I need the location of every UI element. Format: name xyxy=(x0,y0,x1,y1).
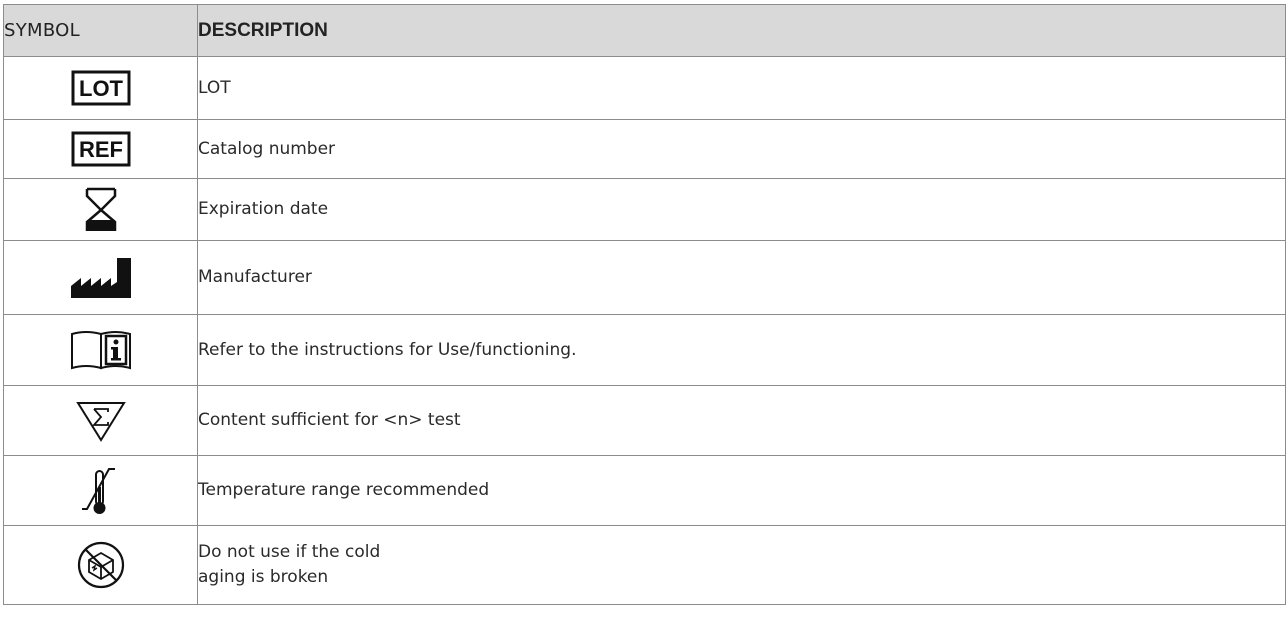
sigma-triangle-icon xyxy=(75,400,127,442)
description-cell: Temperature range recommended xyxy=(198,456,1286,526)
factory-icon xyxy=(69,256,133,300)
table-row xyxy=(4,526,1286,605)
description-cell: LOT xyxy=(198,57,1286,120)
table-row xyxy=(4,57,1286,120)
description-line: Do not use if the cold xyxy=(198,542,381,562)
symbol-cell xyxy=(4,241,198,315)
table-row xyxy=(4,315,1286,386)
table-row xyxy=(4,456,1286,526)
table-row xyxy=(4,386,1286,456)
lot-icon xyxy=(71,70,131,106)
description-cell xyxy=(198,526,1286,605)
thermometer-icon xyxy=(79,465,123,517)
symbol-cell xyxy=(4,57,198,120)
symbol-cell xyxy=(4,179,198,241)
damaged-package-icon xyxy=(76,540,126,590)
table-row xyxy=(4,241,1286,315)
symbol-column-header: SYMBOL xyxy=(4,5,198,57)
description-line: aging is broken xyxy=(198,567,329,587)
description-cell: Refer to the instructions for Use/functioning. xyxy=(198,315,1286,386)
symbol-cell xyxy=(4,456,198,526)
description-cell: Manufacturer xyxy=(198,241,1286,315)
symbol-cell xyxy=(4,386,198,456)
symbol-cell xyxy=(4,526,198,605)
symbol-cell xyxy=(4,120,198,179)
symbol-cell xyxy=(4,315,198,386)
description-cell: Expiration date xyxy=(198,179,1286,241)
description-cell: Content sufficient for <n> test xyxy=(198,386,1286,456)
hourglass-icon xyxy=(84,186,118,234)
description-cell: Catalog number xyxy=(198,120,1286,179)
table-row xyxy=(4,120,1286,179)
table-row xyxy=(4,179,1286,241)
symbols-table xyxy=(3,4,1286,605)
description-column-header: DESCRIPTION xyxy=(198,5,1286,57)
ref-icon xyxy=(71,131,131,167)
header-row xyxy=(4,5,1286,57)
lot-icon-label: LOT xyxy=(78,76,123,101)
ref-icon-label: REF xyxy=(78,137,123,162)
instructions-book-icon xyxy=(68,328,134,372)
